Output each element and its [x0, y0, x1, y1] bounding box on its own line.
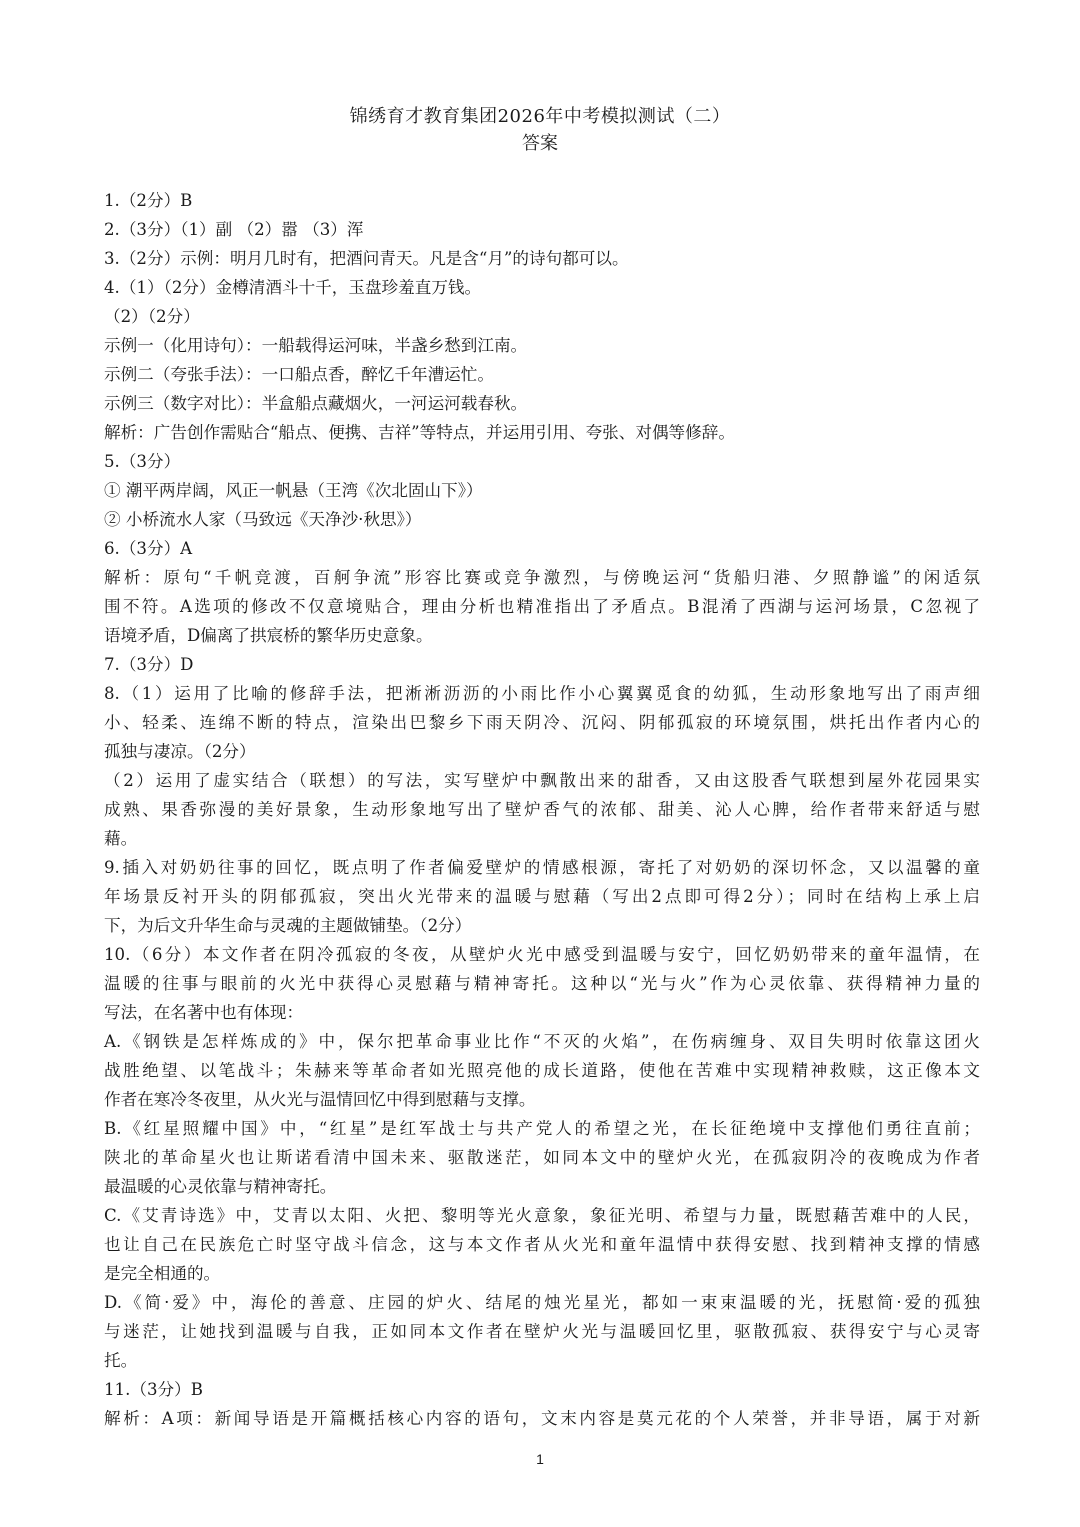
answer-line: 成熟、果香弥漫的美好景象，生动形象地写出了壁炉香气的浓郁、甜美、沁人心脾，给作者带来舒适与慰 [104, 800, 980, 819]
answer-line: 是完全相通的。 [104, 1264, 221, 1283]
answer-line: 下，为后文升华生命与灵魂的主题做铺垫。（2分） [104, 916, 472, 935]
answer-line: 10.（6分）本文作者在阴冷孤寂的冬夜，从壁炉火光中感受到温暖与安宁，回忆奶奶带来的童年温情，在 [104, 945, 980, 964]
answer-line: 1.（2分）B [104, 191, 193, 210]
answer-line: 解析：原句“千帆竞渡，百舸争流”形容比赛或竞争激烈，与傍晚运河“货船归港、夕照静谧”的闲适氛 [104, 568, 980, 587]
answer-line: 11.（3分）B [104, 1380, 203, 1399]
answer-line: B.《红星照耀中国》中，“红星”是红军战士与共产党人的希望之光，在长征绝境中支撑他们勇往直前； [104, 1119, 980, 1138]
answer-line: 4.（1）（2分）金樽清酒斗十千，玉盘珍羞直万钱。 [104, 278, 482, 297]
answer-line: 温暖的往事与眼前的火光中获得心灵慰藉与精神寄托。这种以“光与火”作为心灵依靠、获得精神力量的 [104, 974, 980, 993]
answer-line: 陕北的革命星火也让斯诺看清中国未来、驱散迷茫，如同本文中的壁炉火光，在孤寂阴冷的夜晚成为作者 [104, 1148, 980, 1167]
answer-line: 示例三（数字对比）：半盒船点藏烟火，一河运河载春秋。 [104, 394, 528, 413]
answer-line: （2）（2分） [104, 307, 200, 326]
answer-line: A.《钢铁是怎样炼成的》中，保尔把革命事业比作“不灭的火焰”，在伤病缠身、双目失明时依靠这团火 [104, 1032, 980, 1051]
answer-line: D.《简·爱》中，海伦的善意、庄园的炉火、结尾的烛光星光，都如一束束温暖的光，抚慰简·爱的孤独 [104, 1293, 980, 1312]
answer-line: ② 小桥流水人家（马致远《天净沙·秋思》） [104, 510, 422, 529]
answer-line: 解析：广告创作需贴合“船点、便携、吉祥”等特点，并运用引用、夸张、对偶等修辞。 [104, 423, 735, 442]
answer-line: 最温暖的心灵依靠与精神寄托。 [104, 1177, 337, 1196]
answer-line: 5.（3分） [104, 452, 181, 471]
answer-line: 解析：A项：新闻导语是开篇概括核心内容的语句，文末内容是莫元花的个人荣誉，并非导语，属于对新 [104, 1409, 980, 1428]
answer-line: 8.（1）运用了比喻的修辞手法，把淅淅沥沥的小雨比作小心翼翼觅食的幼狐，生动形象地写出了雨声细 [104, 684, 980, 703]
answer-line: 与迷茫，让她找到温暖与自我，正如同本文作者在壁炉火光与温暖回忆里，驱散孤寂、获得安宁与心灵寄 [104, 1322, 980, 1341]
answer-line: 6.（3分）A [104, 539, 193, 558]
answer-line: （2）运用了虚实结合（联想）的写法，实写壁炉中飘散出来的甜香，又由这股香气联想到屋外花园果实 [104, 771, 980, 790]
answer-line: 战胜绝望、以笔战斗；朱赫来等革命者如光照亮他的成长道路，使他在苦难中实现精神救赎，这正像本文 [104, 1061, 980, 1080]
answer-line: 7.（3分）D [104, 655, 194, 674]
answer-line: ① 潮平两岸阔，风正一帆悬（王湾《次北固山下》） [104, 481, 483, 500]
answer-line: 9.插入对奶奶往事的回忆，既点明了作者偏爱壁炉的情感根源，寄托了对奶奶的深切怀念，又以温馨的童 [104, 858, 980, 877]
answer-line: 示例一（化用诗句）：一船载得运河味，半盏乡愁到江南。 [104, 336, 528, 355]
answer-line: 围不符。A选项的修改不仅意境贴合，理由分析也精准指出了矛盾点。B混淆了西湖与运河场景，C忽视了 [104, 597, 980, 616]
answer-line: 作者在寒冷冬夜里，从火光与温情回忆中得到慰藉与支撑。 [104, 1090, 536, 1109]
answer-line: 小、轻柔、连绵不断的特点，渲染出巴黎乡下雨天阴冷、沉闷、阴郁孤寂的环境氛围，烘托出作者内心的 [104, 713, 980, 732]
answer-line: 孤独与凄凉。（2分） [104, 742, 256, 761]
answer-line: 示例二（夸张手法）：一口船点香，醉忆千年漕运忙。 [104, 365, 494, 384]
answer-line: C.《艾青诗选》中，艾青以太阳、火把、黎明等光火意象，象征光明、希望与力量，既慰藉苦难中的人民， [104, 1206, 980, 1225]
answer-line: 写法，在名著中也有体现： [104, 1003, 304, 1022]
answer-line: 藉。 [104, 829, 138, 848]
page-number: 1 [536, 1451, 544, 1467]
answer-line: 语境矛盾，D偏离了拱宸桥的繁华历史意象。 [104, 626, 433, 645]
answer-line: 3.（2分）示例：明月几时有，把酒问青天。凡是含“月”的诗句都可以。 [104, 249, 629, 268]
answer-line: 也让自己在民族危亡时坚守战斗信念，这与本文作者从火光和童年温情中获得安慰、找到精神支撑的情感 [104, 1235, 980, 1254]
document-subtitle: 答案 [522, 133, 558, 154]
answer-body [104, 186, 980, 1433]
answer-line: 2.（3分）（1）副 （2）嚣 （3）浑 [104, 220, 364, 239]
document-title: 锦绣育才教育集团2026年中考模拟测试（二） [349, 106, 731, 127]
answer-line: 托。 [104, 1351, 138, 1370]
answer-line: 年场景反衬开头的阴郁孤寂，突出火光带来的温暖与慰藉（写出2点即可得2分）；同时在结构上承上启 [104, 887, 980, 906]
